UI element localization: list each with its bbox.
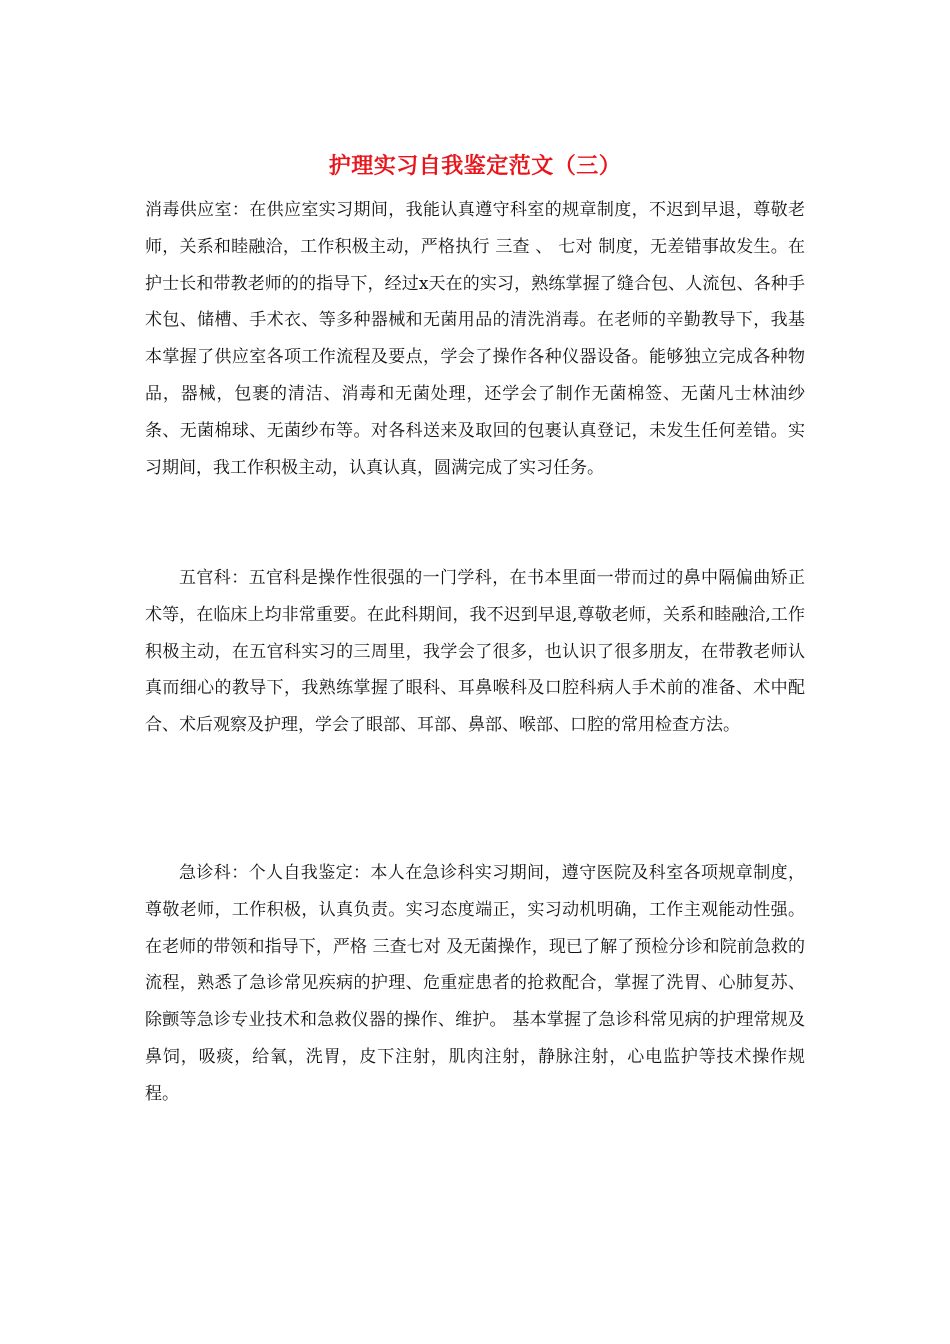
paragraph-emergency-department: 急诊科：个人自我鉴定：本人在急诊科实习期间，遵守医院及科室各项规章制度，尊敬老师，工作积极，认真负责。实习态度端正，实习动机明确，工作主观能动性强。在老师的带领和指导下，严格 三查七对 及无菌操作，现已了解了预检分诊和院前急救的流程，熟悉了急诊常见疾病的护理、危重症患者的抢救配合，掌握了洗胃、心肺复苏、除颤等急诊专业技术和急救仪器的操作、维护。 基本掌握了急诊科常见病的护理常规及鼻饲，吸痰，给氧，洗胃，皮下注射，肌肉注射，静脉注射，心电监护等技术操作规程。 bbox=[145, 863, 805, 1104]
paragraph-sterilization-supply: 消毒供应室：在供应室实习期间，我能认真遵守科室的规章制度，不迟到早退，尊敬老师，关系和睦融洽，工作积极主动，严格执行 三查 、 七对 制度，无差错事故发生。在护士长和带教老师的的指导下，经过x天在的实习，熟练掌握了缝合包、人流包、各种手术包、储槽、手术衣、等多种器械和无菌用品的清洗消毒。在老师的辛勤教导下，我基本掌握了供应室各项工作流程及要点，学会了操作各种仪器设备。能够独立完成各种物品，器械，包裹的清洁、消毒和无菌处理，还学会了制作无菌棉签、无菌凡士林油纱条、无菌棉球、无菌纱布等。对各科送来及取回的包裹认真登记，未发生任何差错。实习期间，我工作积极主动，认真认真，圆满完成了实习任务。 bbox=[145, 200, 805, 478]
document-title: 护理实习自我鉴定范文（三） bbox=[328, 153, 622, 179]
paragraph-ent-department: 五官科：五官科是操作性很强的一门学科，在书本里面一带而过的鼻中隔偏曲矫正术等，在临床上均非常重要。在此科期间，我不迟到早退,尊敬老师，关系和睦融洽,工作积极主动，在五官科实习的三周里，我学会了很多，也认识了很多朋友，在带教老师认真而细心的教导下，我熟练掌握了眼科、耳鼻喉科及口腔科病人手术前的准备、术中配合、术后观察及护理，学会了眼部、耳部、鼻部、喉部、口腔的常用检查方法。 bbox=[145, 568, 805, 736]
